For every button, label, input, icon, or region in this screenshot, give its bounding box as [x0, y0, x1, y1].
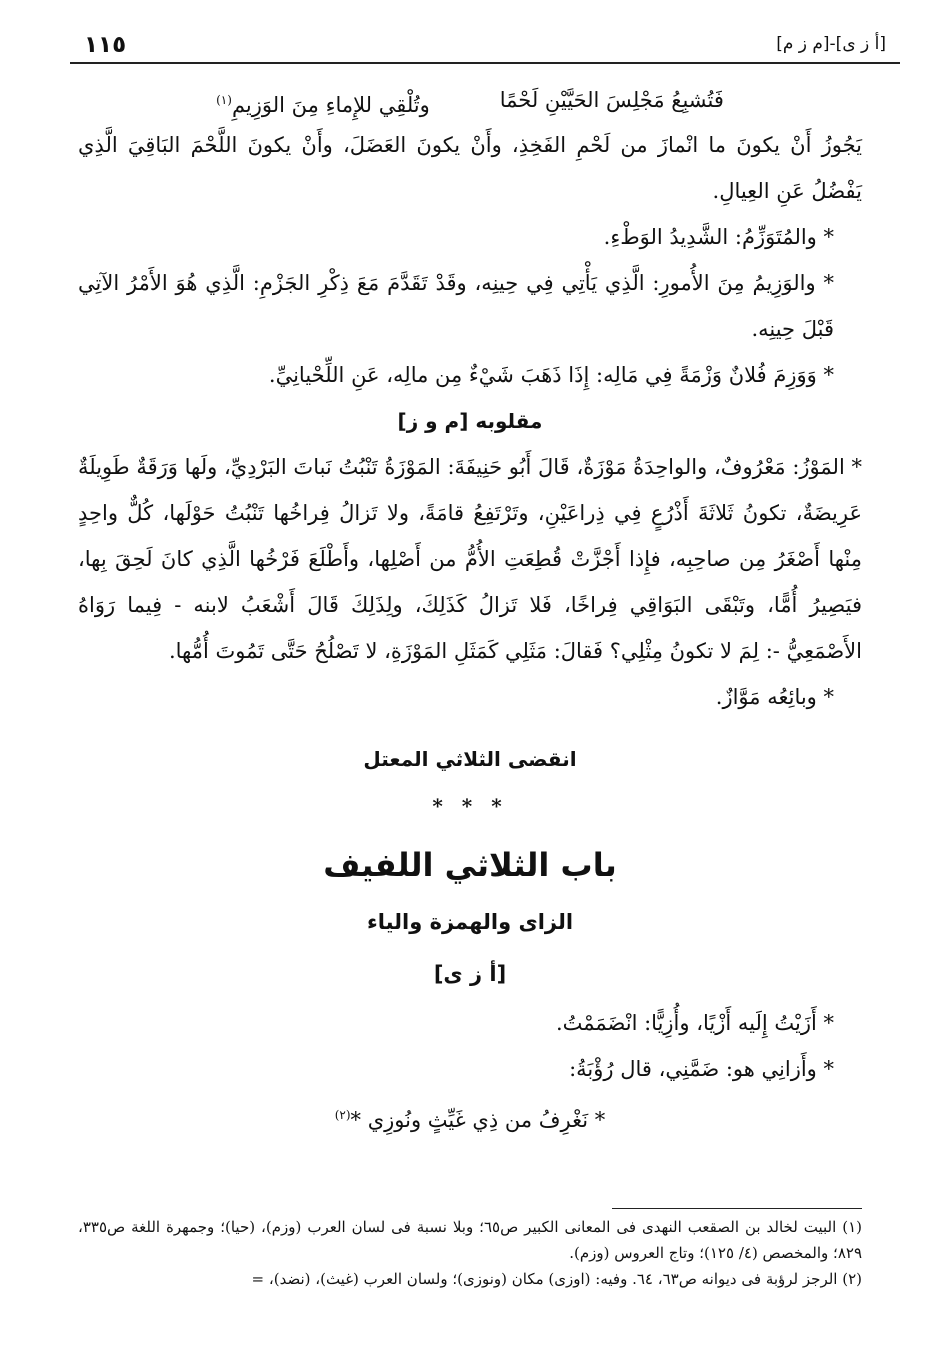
- verse-1: [78, 78, 862, 122]
- section-end-heading: انقضى الثلاثي المعتل: [363, 747, 577, 771]
- footnotes: [78, 1214, 862, 1292]
- sub-chapter-title: الزاى والهمزة والياء: [366, 910, 574, 934]
- verse-1-hemistich-left-text: وتُلْقِي للإِماءِ مِنَ الوَزِيمِ: [231, 93, 430, 117]
- paragraph-8: * وأَزانِي هو: ضَمَّنِي، قال رُؤْبَةُ:: [569, 1057, 834, 1081]
- paragraph-1: يَجُوزُ أَنْ يكونَ ما انْمازَ من لَحْمِ الفَخِذِ، وأَنْ يكونَ العَضَلَ، وأَنْ يكونَ اللَّحْمَ البَاقِيَ الَّذِي يَفْضُلُ عَنِ العِيالِ.: [78, 133, 862, 203]
- page-header: [40, 32, 900, 58]
- header-root-tag: [م ز م]-[أ ز ی]: [776, 34, 886, 54]
- root-heading: [أ ز ی]: [433, 962, 507, 986]
- section-divider-stars: * * *: [432, 794, 508, 818]
- chapter-title: باب الثلاثي اللفيف: [323, 846, 617, 884]
- verse-2-text: * نَغْرِفُ من ذِي غَيِّثٍ ونُوزِي *: [350, 1108, 606, 1132]
- paragraph-7: * أَزَيْتُ إِلَيه أَزْيًا، وأُزِيًّا: انْضَمَمْتُ.: [555, 1011, 834, 1035]
- page-number: ١١٥: [84, 32, 127, 58]
- footnote-ref-2[interactable]: (٢): [334, 1108, 351, 1122]
- paragraph-5: * المَوْزُ: مَعْرُوفٌ، والواحِدَةُ مَوْزَةٌ، قَالَ أَبُو حَنِيفَةَ: المَوْزَةُ تَنْبُتُ نَباتَ البَرْدِيِّ، ولَها وَرَقَةٌ طَوِيلَةٌ عَرِيضَةٌ، تكونُ ثَلاثَةَ أَذْرُعٍ فِي ذِراعَيْنِ، وتَرْتَفِعُ قامَةً، ولا تَزالُ فِراخُها تَنْبُتُ حَوْلَها، كُلٌّ واحِدٍ مِنْها أَصْغَرُ مِن صاحِبِه، فإِذا أَجْزَّتْ قُطِعَتِ الأُمُّ من أَصْلِها، وأَطْلَعَ فَرْخُها الَّذِي كانَ لَحِقَ بِها، فيَصِيرُ أُمًّا، وتَبْقَى البَوَاقِي فِراخًا، فَلا تَزالُ كَذَلِكَ، ولِذَلِكَ قَالَ أَشْعَبُ لابنه - فِيما رَوَاهُ الأَصْمَعِيُّ -: لِمَ لا تكونُ مِثْلِي؟ فَقالَ: مَثَلِي كَمَثَلِ المَوْزَةِ، لا تَصْلُحُ حَتَّى تَمُوتَ أُمُّها.: [78, 455, 862, 663]
- header-rule: [70, 62, 900, 64]
- footnote-ref-1[interactable]: (١): [216, 93, 232, 107]
- paragraph-2: * والمُتَوَزِّمُ: الشَّدِيدُ الوَطْءِ.: [603, 225, 834, 249]
- paragraph-3: * والوَزِيمُ مِنَ الأُمورِ: الَّذِي يَأْتِي فِي حِينِه، وقَدْ تَقَدَّمَ مَعَ ذِكْرِ الجَزْمِ: الَّذِي هُوَ الأَمْرُ الآتِي قَبْلَ حِينِه.: [78, 271, 834, 341]
- subheading-maqlub: مقلوبه [م و ز]: [397, 409, 543, 433]
- page-body: [78, 78, 862, 1143]
- paragraph-6: * وبائِعُه مَوَّازٌ.: [715, 685, 834, 709]
- footnote-1: (١) البيت لخالد بن الصقعب النهدى فى المعانى الكبير ص٦٥؛ وبلا نسبة فى لسان العرب (وزم)، (حيا)؛ وجمهرة اللغة ص٣٣٥، ٨٢٩؛ والمخصص (٤/ ١٢٥)؛ وتاج العروس (وزم).: [78, 1218, 862, 1262]
- footnote-rule: [612, 1208, 862, 1209]
- verse-1-hemistich-right: فَتُشبِعُ مَجْلِسَ الحَيَّيْنِ لَحْمًا: [499, 88, 724, 112]
- paragraph-4: * وَوَزِمَ فُلانٌ وَزْمَةً فِي مَالِه: إِذَا ذَهَبَ شَيْءٌ مِن مالِه، عَنِ اللِّحْيانِيِّ.: [268, 363, 834, 387]
- footnote-2: (٢) الرجز لرؤبة فى ديوانه ص٦٣، ٦٤. وفيه: (اوزى) مكان (ونوزى)؛ ولسان العرب (غيث)، (نضد)، =: [251, 1270, 862, 1288]
- verse-2: [78, 1092, 862, 1143]
- verse-1-hemistich-left: [216, 78, 430, 122]
